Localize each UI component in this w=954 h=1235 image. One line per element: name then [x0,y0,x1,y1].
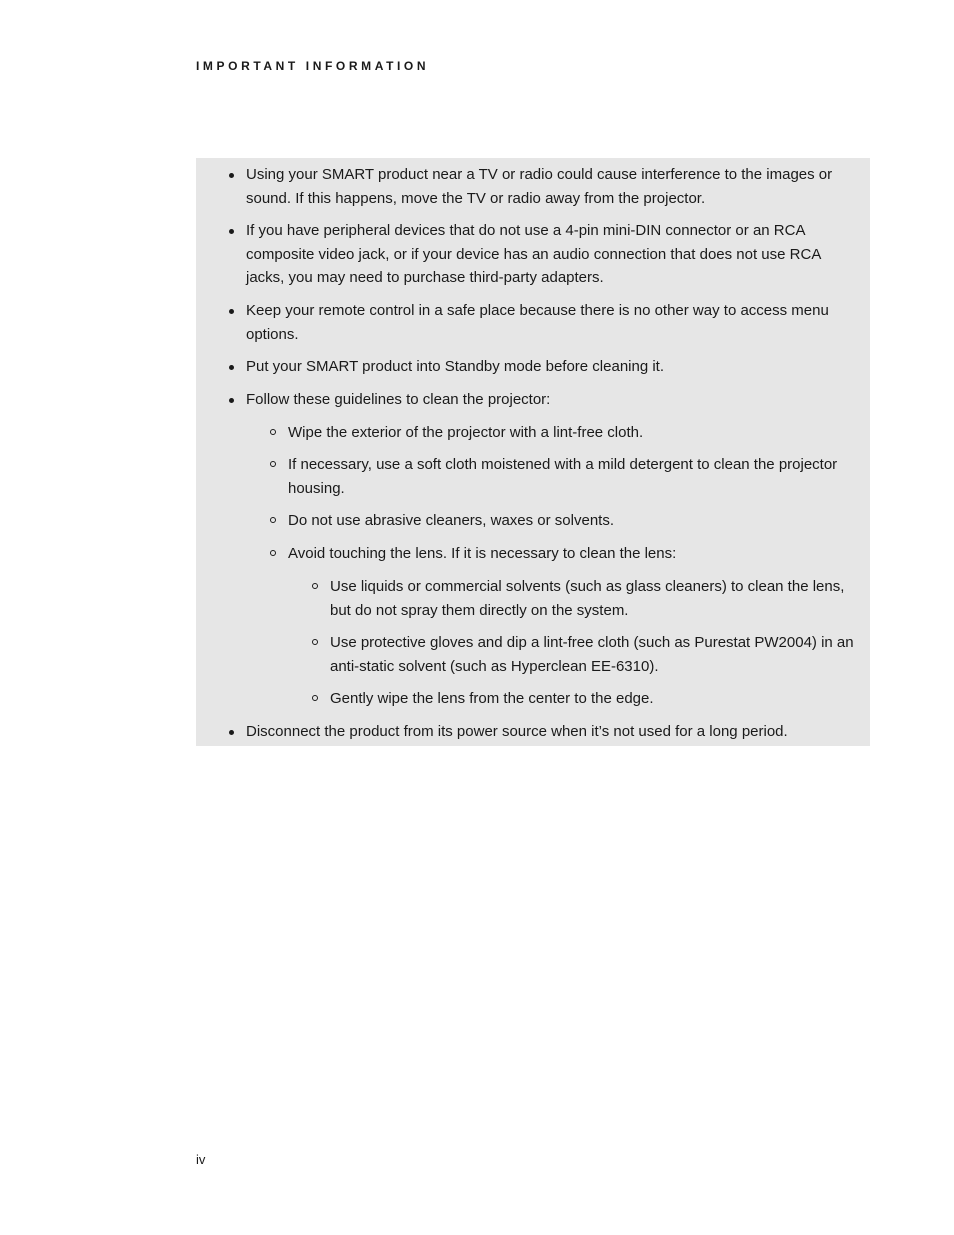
list-item-text: Wipe the exterior of the projector with a lint-free cloth. [288,424,644,441]
list-item-text: If you have peripheral devices that do not use a 4-pin mini-DIN connector or an RCA composite video jack, or if your device has an audio connection that does not use RCA jacks, you may need to purchase third-party adapters. [246,222,821,286]
sub-sub-list-item [330,575,860,622]
running-header: IMPORTANT INFORMATION [196,59,430,73]
list-item-text: Gently wipe the lens from the center to the edge. [330,690,654,707]
list-item-text: Follow these guidelines to clean the projector: [246,391,551,408]
list-item-text: Keep your remote control in a safe place because there is no other way to access menu options. [246,302,829,343]
sub-list-item [288,542,858,566]
bullet-icon [229,730,234,735]
list-item [246,388,856,412]
bullet-icon [229,365,234,370]
sub-list-item [288,421,858,445]
list-item [246,219,856,290]
list-item [246,355,856,379]
hollow-bullet-icon [270,461,276,467]
list-item-text: If necessary, use a soft cloth moistened with a mild detergent to clean the projector housing. [288,456,838,497]
list-item-text: Disconnect the product from its power source when it’s not used for a long period. [246,723,788,740]
bullet-icon [229,398,234,403]
page-number: iv [196,1152,206,1167]
sub-list-item [288,509,858,533]
important-notes-box [196,158,870,746]
list-item-text: Using your SMART product near a TV or radio could cause interference to the images or sound. If this happens, move the TV or radio away from the projector. [246,166,833,207]
bullet-icon [229,229,234,234]
bullet-icon [229,309,234,314]
hollow-bullet-icon [270,550,276,556]
list-item [246,720,856,744]
list-item-text: Do not use abrasive cleaners, waxes or solvents. [288,512,614,529]
list-item-text: Use liquids or commercial solvents (such as glass cleaners) to clean the lens, but do not spray them directly on the system. [330,578,845,619]
list-item-text: Avoid touching the lens. If it is necessary to clean the lens: [288,545,677,562]
list-item-text: Put your SMART product into Standby mode before cleaning it. [246,358,665,375]
list-item [246,299,856,346]
list-item [246,163,856,210]
hollow-bullet-icon [312,583,318,589]
hollow-bullet-icon [270,429,276,435]
bullet-icon [229,173,234,178]
hollow-bullet-icon [312,639,318,645]
sub-sub-list-item [330,687,860,711]
list-item-text: Use protective gloves and dip a lint-free cloth (such as Purestat PW2004) in an anti-static solvent (such as Hyperclean EE-6310). [330,634,854,675]
sub-list-item [288,453,858,500]
hollow-bullet-icon [312,695,318,701]
hollow-bullet-icon [270,517,276,523]
sub-sub-list-item [330,631,860,678]
